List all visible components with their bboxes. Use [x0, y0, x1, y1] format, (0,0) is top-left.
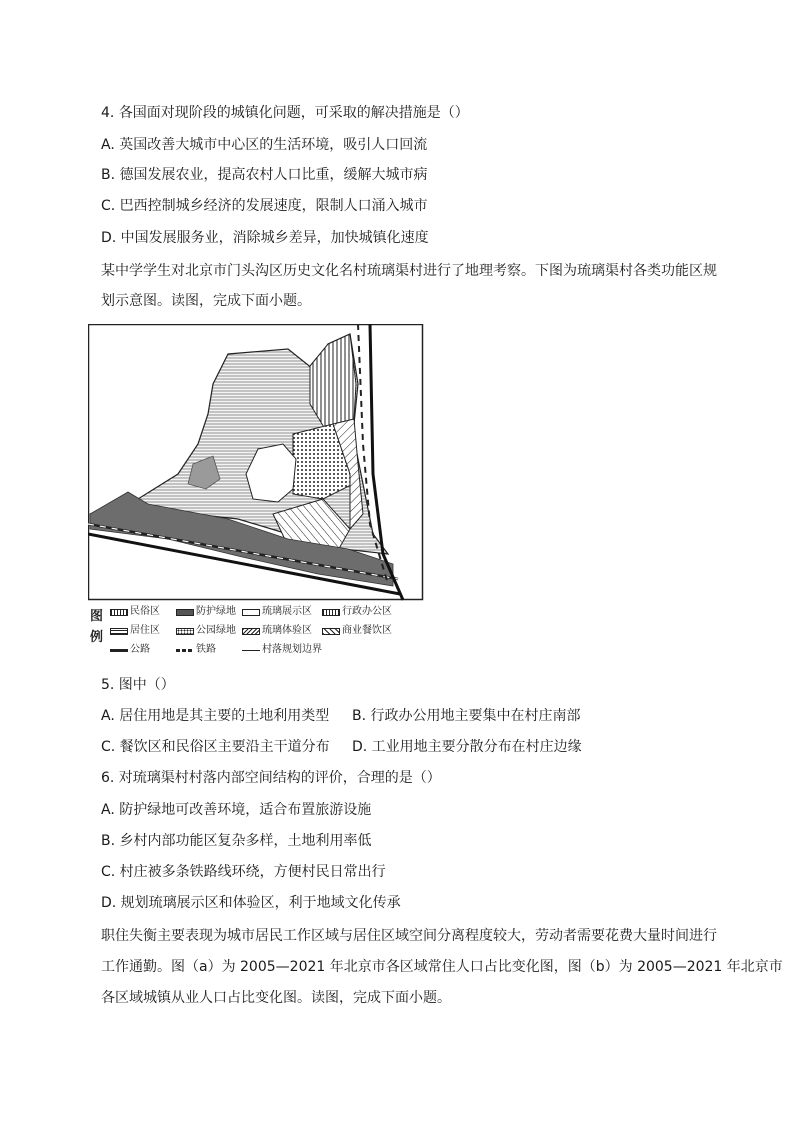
legend-label: 防护绿地 — [196, 606, 236, 617]
intro2-line1: 职住失衡主要表现为城市居民工作区域与居住区域空间分离程度较大，劳动者需要花费大量时间进行 — [101, 928, 717, 944]
legend-label: 公园绿地 — [196, 625, 236, 636]
q5-option-d: D. 工业用地主要分散分布在村庄边缘 — [352, 739, 582, 755]
legend-item-highway — [110, 642, 170, 658]
legend-item-railway — [176, 642, 236, 658]
protective-green-swatch-icon — [176, 609, 194, 616]
railway-line-icon — [176, 649, 194, 652]
legend-item-commercial — [322, 623, 396, 639]
intro2-line2: 工作通勤。图（a）为 2005—2021 年北京市各区域常住人口占比变化图，图（b）为 2005—2021 年北京市 — [101, 959, 783, 975]
glaze-display-swatch-icon — [242, 609, 260, 616]
q4-option-c: C. 巴西控制城乡经济的发展速度，限制人口涌入城市 — [101, 198, 428, 214]
legend-item-protective-green — [176, 604, 236, 620]
intro1-line1: 某中学学生对北京市门头沟区历史文化名村琉璃渠村进行了地理考察。下图为琉璃渠村各类功能区规 — [101, 263, 717, 279]
q5-option-b: B. 行政办公用地主要集中在村庄南部 — [352, 708, 581, 724]
legend-item-residential — [110, 623, 170, 639]
glaze-experience-swatch-icon — [242, 628, 260, 635]
legend-label: 铁路 — [196, 644, 216, 655]
legend-item-folk — [110, 604, 170, 620]
q5-stem: 5. 图中（） — [101, 677, 175, 693]
map-svg — [88, 324, 426, 604]
legend-item-admin — [322, 604, 396, 620]
legend-item-glaze-experience — [242, 623, 316, 639]
q5-option-c: C. 餐饮区和民俗区主要沿主干道分布 — [101, 739, 330, 755]
q6-option-d: D. 规划琉璃展示区和体验区，利于地域文化传承 — [101, 895, 401, 911]
legend-label: 民俗区 — [130, 606, 160, 617]
legend-item-boundary — [242, 642, 332, 658]
q4-option-d: D. 中国发展服务业，消除城乡差异，加快城镇化速度 — [101, 230, 429, 246]
legend-title — [90, 606, 104, 648]
q5-option-a: A. 居住用地是其主要的土地利用类型 — [101, 708, 330, 724]
legend-label: 村落规划边界 — [262, 644, 322, 655]
q4-option-b: B. 德国发展农业，提高农村人口比重，缓解大城市病 — [101, 167, 428, 183]
legend-label: 琉璃展示区 — [262, 606, 312, 617]
q6-option-c: C. 村庄被多条铁路线环绕，方便村民日常出行 — [101, 864, 386, 880]
legend-label: 琉璃体验区 — [262, 625, 312, 636]
legend-row-2 — [110, 623, 396, 639]
boundary-line-icon — [242, 650, 260, 651]
folk-swatch-icon — [110, 609, 128, 616]
q4-stem: 4. 各国面对现阶段的城镇化问题，可采取的解决措施是（） — [101, 105, 469, 121]
legend-row-1 — [110, 604, 396, 620]
admin-swatch-icon — [322, 609, 340, 616]
legend-label: 公路 — [130, 644, 150, 655]
legend-item-glaze-display — [242, 604, 316, 620]
q6-option-a: A. 防护绿地可改善环境，适合布置旅游设施 — [101, 802, 372, 818]
legend-row-3 — [110, 642, 332, 658]
legend-label: 行政办公区 — [342, 606, 392, 617]
q4-option-a: A. 英国改善大城市中心区的生活环境，吸引人口回流 — [101, 137, 428, 153]
commercial-swatch-icon — [322, 628, 340, 635]
highway-line-icon — [110, 649, 128, 652]
q6-stem: 6. 对琉璃渠村村落内部空间结构的评价，合理的是（） — [101, 770, 441, 786]
legend-label: 居住区 — [130, 625, 160, 636]
park-green-swatch-icon — [176, 628, 194, 635]
legend-title-2: 例 — [90, 630, 104, 645]
q6-option-b: B. 乡村内部功能区复杂多样，土地利用率低 — [101, 833, 372, 849]
legend-item-park-green — [176, 623, 236, 639]
intro2-line3: 各区域城镇从业人口占比变化图。读图，完成下面小题。 — [101, 990, 451, 1006]
legend-title-1: 图 — [90, 609, 104, 624]
legend-label: 商业餐饮区 — [342, 625, 392, 636]
residential-swatch-icon — [110, 628, 128, 635]
intro1-line2: 划示意图。读图，完成下面小题。 — [101, 293, 311, 309]
